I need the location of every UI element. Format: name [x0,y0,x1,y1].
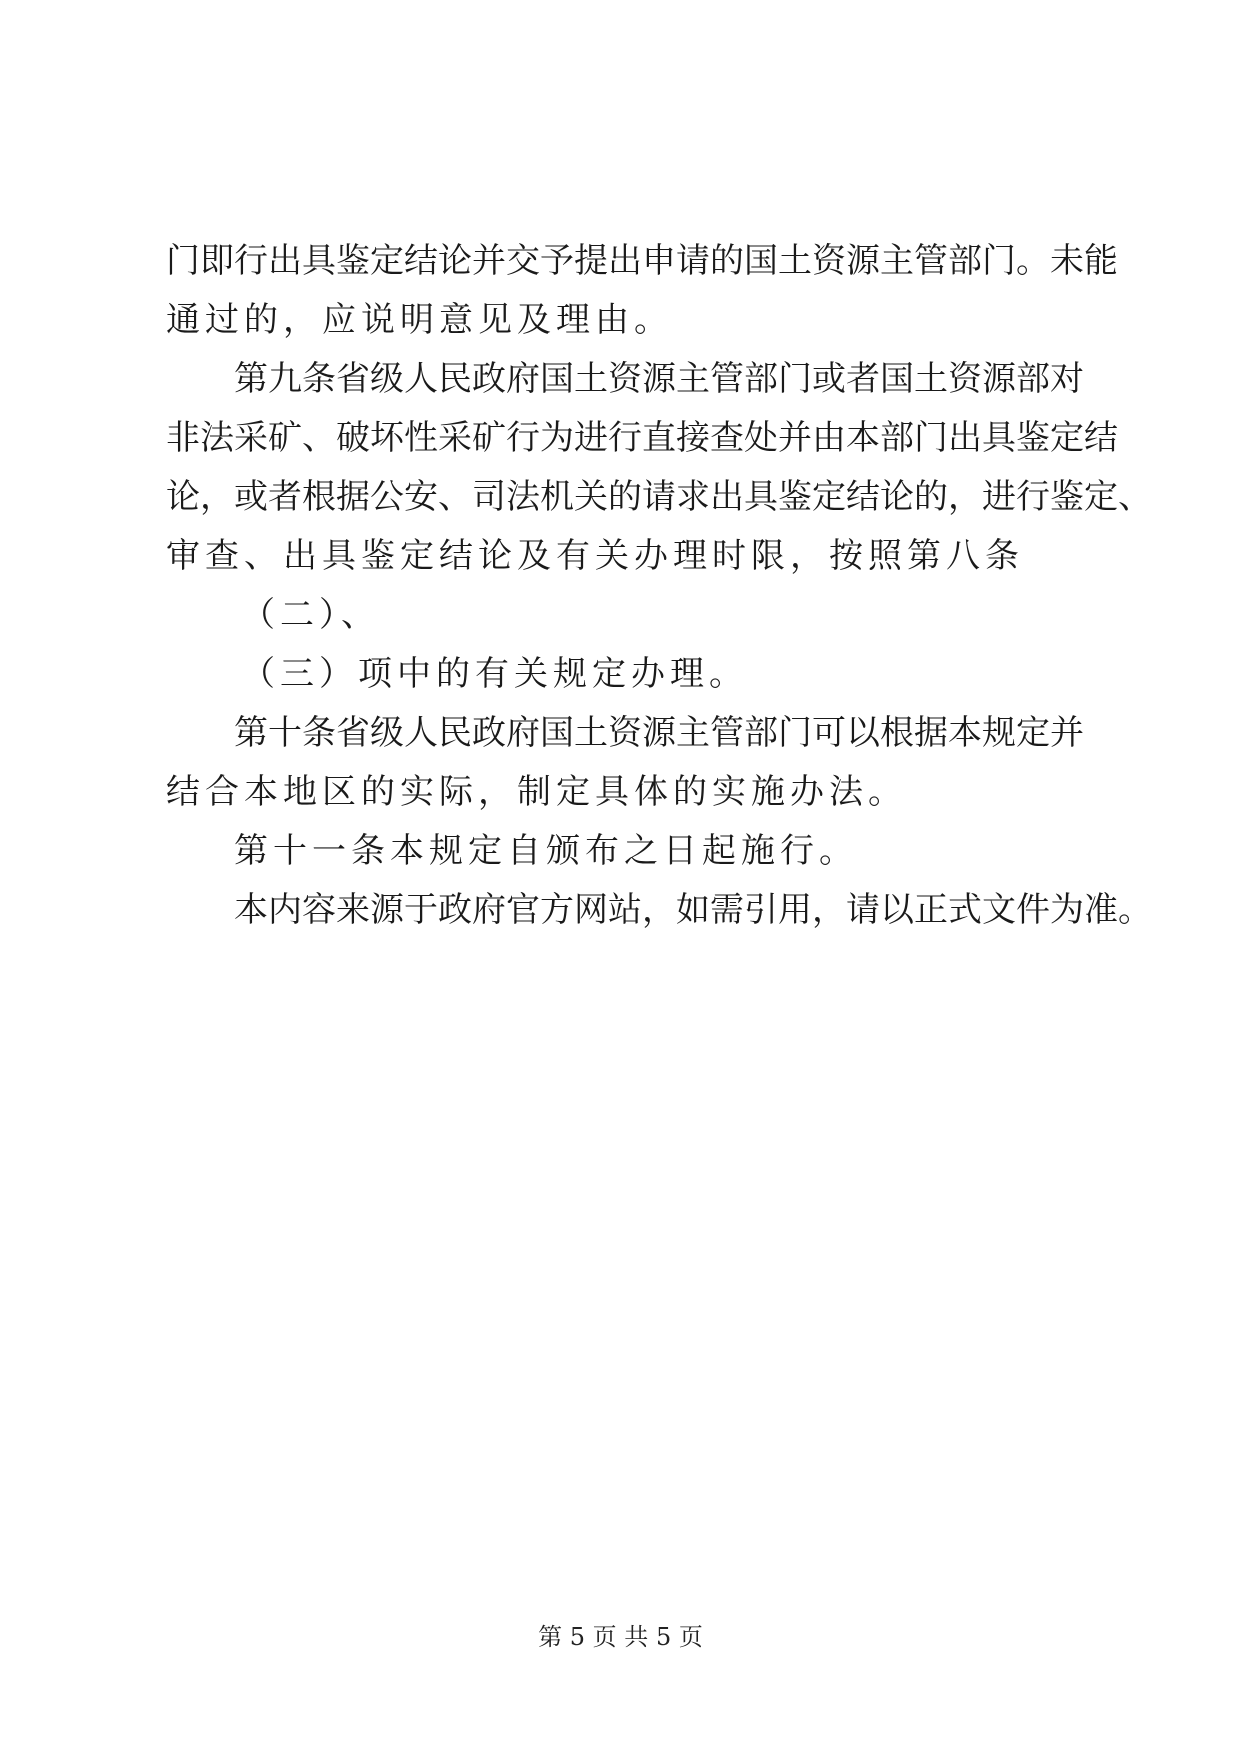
paragraph-article-10 [166,704,1084,822]
document-body [166,232,1152,940]
paragraph-item-2 [166,586,1080,645]
text-line: （三）项中的有关规定办理。 [241,654,748,694]
paragraph-article-11 [166,822,1080,881]
text-line: 第十一条本规定自颁布之日起施行。 [234,831,858,871]
text-line: 审查、出具鉴定结论及有关办理时限，按照第八条 [166,536,1024,576]
text-line: （二）、 [241,595,380,635]
paragraph-item-3 [166,645,1080,704]
page-number-footer: 第 5 页 共 5 页 [538,1623,703,1651]
text-line: 论，或者根据公安、司法机关的请求出具鉴定结论的，进行鉴定、 [166,477,1152,517]
text-line: 本内容来源于政府官方网站，如需引用，请以正式文件为准。 [234,890,1152,930]
paragraph-article-9 [166,350,1152,586]
text-line: 结合本地区的实际，制定具体的实施办法。 [166,772,907,812]
text-line: 非法采矿、破坏性采矿行为进行直接查处并由本部门出具鉴定结 [166,418,1118,458]
paragraph-source-note [166,881,1152,940]
text-line: 通过的，应说明意见及理由。 [166,300,673,340]
text-line: 门即行出具鉴定结论并交予提出申请的国土资源主管部门。未能 [166,241,1118,281]
text-line: 第十条省级人民政府国土资源主管部门可以根据本规定并 [234,713,1084,753]
paragraph-continuation [166,232,1118,350]
text-line: 第九条省级人民政府国土资源主管部门或者国土资源部对 [234,359,1084,399]
